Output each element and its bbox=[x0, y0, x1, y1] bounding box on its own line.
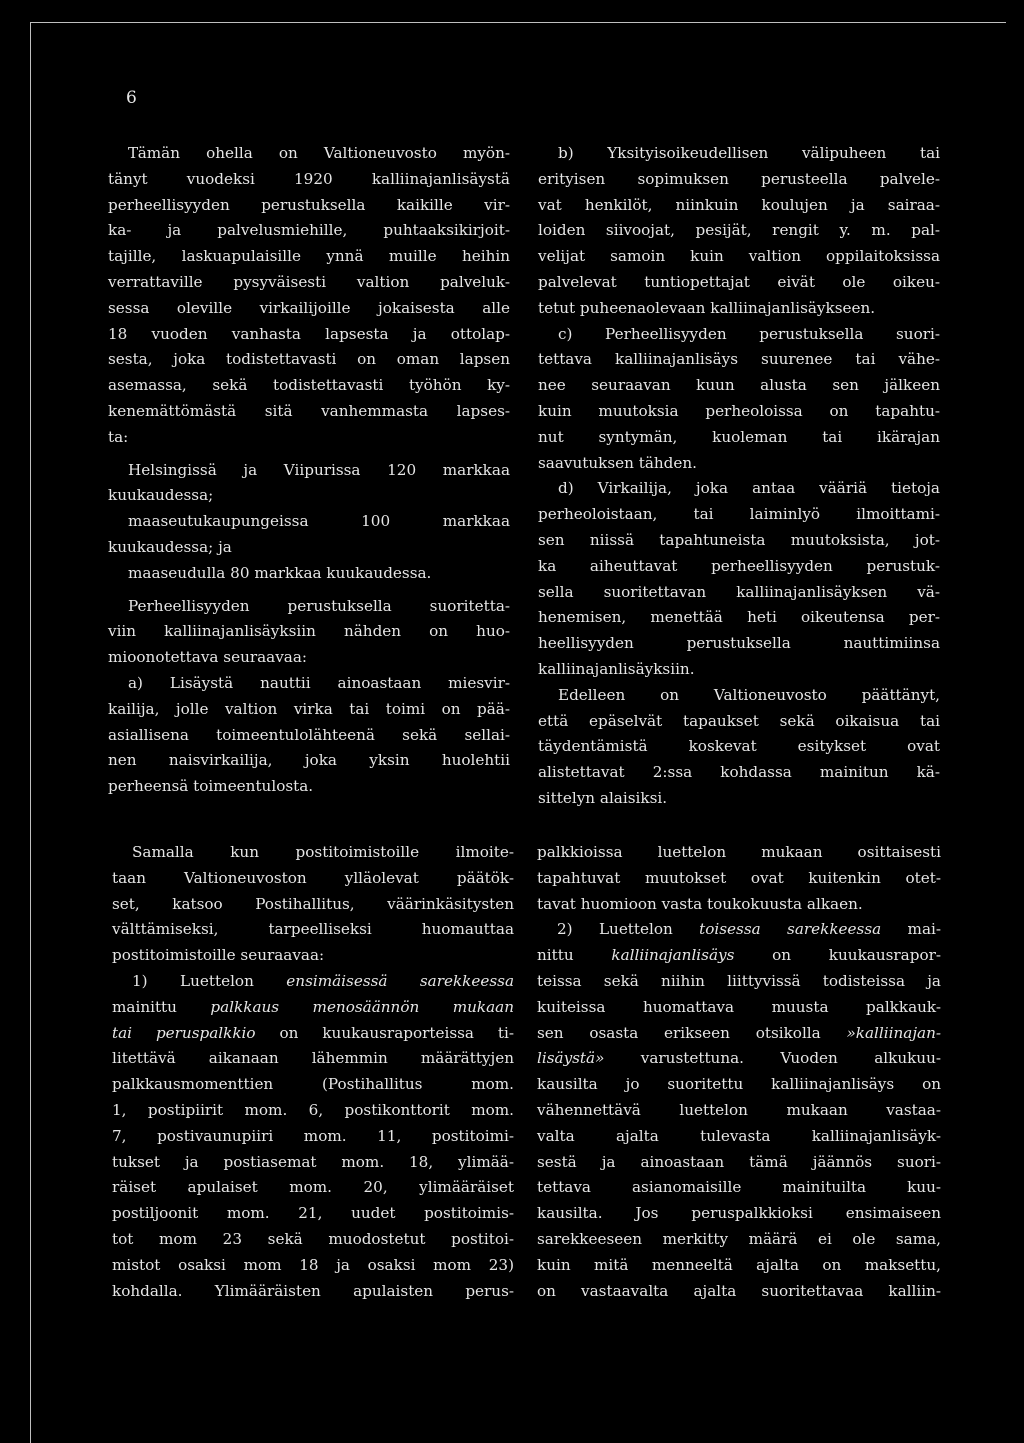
italic-phrase: palkkaus menosäännön mukaan bbox=[210, 997, 514, 1016]
text-line: set, katsoo Postihallitus, väärinkäsitysten bbox=[112, 894, 514, 913]
text-line: lisäystä» varustettuna. Vuoden alkukuu- bbox=[537, 1049, 941, 1068]
text-line: asiallisena toimeentulolähteenä sekä sellai- bbox=[108, 725, 510, 744]
text-line: tettava kalliinajanlisäys suurenee tai vähe- bbox=[538, 350, 940, 369]
text-line: sarekkeeseen merkitty määrä ei ole sama, bbox=[537, 1229, 941, 1248]
text-line: tavat huomioon vasta toukokuusta alkaen. bbox=[537, 894, 863, 913]
text-line: kenemättömästä sitä vanhemmasta lapses- bbox=[108, 401, 510, 420]
text-line: sittelyn alaisiksi. bbox=[538, 788, 668, 807]
text-line: tot mom 23 sekä muodostetut postitoi- bbox=[112, 1229, 514, 1248]
italic-phrase: lisäystä» bbox=[537, 1049, 605, 1068]
text-line: alistettavat 2:ssa kohdassa mainitun kä- bbox=[538, 763, 940, 782]
text-line: valta ajalta tulevasta kalliinajanlisäyk- bbox=[537, 1126, 941, 1145]
text-line: c) Perheellisyyden perustuksella suori- bbox=[558, 324, 940, 343]
text-line: taan Valtioneuvoston ylläolevat päätök- bbox=[112, 868, 514, 887]
text-line: ka aiheuttavat perheellisyyden perustuk- bbox=[538, 556, 940, 575]
text-line: erityisen sopimuksen perusteella palvele- bbox=[538, 169, 940, 188]
text-line: a) Lisäystä nauttii ainoastaan miesvir- bbox=[128, 673, 510, 692]
text-line: nut syntymän, kuoleman tai ikärajan bbox=[538, 427, 940, 446]
text-line: mistot osaksi mom 18 ja osaksi mom 23) bbox=[112, 1255, 514, 1274]
text-line: sen niissä tapahtuneista muutoksista, jot- bbox=[538, 530, 940, 549]
text-line: postiljoonit mom. 21, uudet postitoimis- bbox=[112, 1204, 514, 1223]
text-line: ka- ja palvelusmiehille, puhtaaksikirjoit- bbox=[108, 221, 510, 240]
text-line: palkkioissa luettelon mukaan osittaisesti bbox=[537, 843, 941, 861]
text-line: asemassa, sekä todistettavasti työhön ky- bbox=[108, 376, 510, 395]
text-line: perheensä toimeentulosta. bbox=[108, 777, 314, 796]
text-line: 18 vuoden vanhasta lapsesta ja ottolap- bbox=[108, 324, 510, 343]
italic-phrase: kalliinajanlisäys bbox=[611, 946, 735, 965]
text-line: vähennettävä luettelon mukaan vastaa- bbox=[537, 1100, 941, 1119]
italic-phrase: toisessa sarekkeessa bbox=[699, 920, 882, 939]
text-line: sella suoritettavan kalliinajanlisäyksen vä- bbox=[538, 582, 940, 601]
text-line: perheellisyyden perustuksella kaikille vir- bbox=[108, 195, 510, 214]
text-line: palvelevat tuntiopettajat eivät ole oikeu- bbox=[538, 272, 940, 291]
text-line: nittu kalliinajanlisäys on kuukausrapor- bbox=[537, 946, 941, 965]
text-line: verrattaville pysyväisesti valtion palveluk- bbox=[108, 272, 510, 291]
text-line: maaseudulla 80 markkaa kuukaudessa. bbox=[128, 563, 432, 582]
text-line: d) Virkailija, joka antaa vääriä tietoja bbox=[558, 479, 940, 498]
text-line: 7, postivaunupiiri mom. 11, postitoimi- bbox=[112, 1126, 514, 1145]
text-line: sestä ja ainoastaan tämä jäännös suori- bbox=[537, 1152, 941, 1171]
column-bottom-left bbox=[112, 840, 514, 1304]
text-line: täydentämistä koskevat esitykset ovat bbox=[538, 737, 940, 756]
text-line: kausilta. Jos peruspalkkioksi ensimaiseen bbox=[537, 1204, 941, 1223]
text-line: sen osasta erikseen otsikolla »kalliinajan- bbox=[537, 1023, 941, 1042]
text-line: perheoloistaan, tai laiminlyö ilmoittami- bbox=[538, 505, 940, 524]
text-line: 1) Luettelon ensimäisessä sarekkeessa bbox=[132, 971, 515, 990]
column-top-left bbox=[108, 141, 510, 800]
text-line: loiden siivoojat, pesijät, rengit y. m. pal- bbox=[538, 221, 940, 240]
text-line: räiset apulaiset mom. 20, ylimääräiset bbox=[112, 1178, 514, 1197]
text-line: kailija, jolle valtion virka tai toimi on pää- bbox=[108, 699, 510, 718]
text-line: tai peruspalkkio on kuukausraporteissa ti- bbox=[112, 1023, 514, 1042]
text-line: että epäselvät tapaukset sekä oikaisua tai bbox=[538, 711, 940, 730]
text-line: nen naisvirkailija, joka yksin huolehtii bbox=[108, 751, 510, 770]
italic-phrase: tai peruspalkkio bbox=[112, 1023, 256, 1042]
text-line: on vastaavalta ajalta suoritettavaa kalliin- bbox=[537, 1281, 941, 1300]
text-line: tukset ja postiasemat mom. 18, ylimää- bbox=[112, 1152, 514, 1171]
text-line: tajille, laskuapulaisille ynnä muille heihin bbox=[108, 247, 510, 266]
text-line: postitoimistoille seuraavaa: bbox=[112, 946, 325, 965]
text-line: mainittu palkkaus menosäännön mukaan bbox=[112, 997, 514, 1016]
text-line: kohdalla. Ylimääräisten apulaisten perus- bbox=[112, 1281, 514, 1300]
text-line: litettävä aikanaan lähemmin määrättyjen bbox=[112, 1049, 514, 1068]
text-line: kausilta jo suoritettu kalliinajanlisäys on bbox=[537, 1075, 941, 1094]
text-line: vat henkilöt, niinkuin koulujen ja sairaa- bbox=[538, 195, 940, 214]
text-line: tapahtuvat muutokset ovat kuitenkin otet- bbox=[537, 868, 941, 887]
text-line: Helsingissä ja Viipurissa 120 markkaa bbox=[128, 460, 510, 479]
text-line: Tämän ohella on Valtioneuvosto myön- bbox=[128, 144, 510, 162]
text-line: velijat samoin kuin valtion oppilaitoksissa bbox=[538, 247, 940, 266]
text-line: palkkausmomenttien (Postihallitus mom. bbox=[112, 1075, 514, 1094]
text-line: viin kalliinajanlisäyksiin nähden on huo- bbox=[108, 622, 510, 641]
text-line: tänyt vuodeksi 1920 kalliinajanlisäystä bbox=[108, 169, 510, 188]
text-line: b) Yksityisoikeudellisen välipuheen tai bbox=[558, 144, 940, 162]
text-line: sessa oleville virkailijoille jokaisesta alle bbox=[108, 298, 510, 317]
page-number: 6 bbox=[126, 88, 137, 108]
text-line: kuukaudessa; ja bbox=[108, 537, 232, 556]
text-line: ta: bbox=[108, 427, 129, 446]
text-line: Samalla kun postitoimistoille ilmoite- bbox=[132, 843, 514, 861]
text-line: henemisen, menettää heti oikeutensa per- bbox=[538, 608, 940, 627]
text-line: Edelleen on Valtioneuvosto päättänyt, bbox=[558, 685, 940, 704]
column-top-right bbox=[538, 141, 940, 812]
italic-phrase: ensimäisessä sarekkeessa bbox=[286, 971, 515, 990]
text-line: kuukaudessa; bbox=[108, 486, 214, 505]
text-line: kalliinajanlisäyksiin. bbox=[538, 659, 695, 678]
text-line: mioonotettava seuraavaa: bbox=[108, 648, 308, 667]
italic-phrase: »kalliinajan- bbox=[846, 1023, 941, 1042]
text-line: Perheellisyyden perustuksella suoritetta- bbox=[128, 596, 510, 615]
text-line: välttämiseksi, tarpeelliseksi huomauttaa bbox=[112, 920, 514, 939]
column-bottom-right bbox=[537, 840, 941, 1304]
text-line: kuiteissa huomattava muusta palkkauk- bbox=[537, 997, 941, 1016]
text-line: nee seuraavan kuun alusta sen jälkeen bbox=[538, 376, 940, 395]
text-line: 1, postipiirit mom. 6, postikonttorit mom. bbox=[112, 1100, 514, 1119]
text-line: tetut puheenaolevaan kalliinajanlisäykseen. bbox=[538, 298, 876, 317]
text-line: tettava asianomaisille mainituilta kuu- bbox=[537, 1178, 941, 1197]
text-line: maaseutukaupungeissa 100 markkaa bbox=[128, 512, 510, 531]
text-line: kuin mitä menneeltä ajalta on maksettu, bbox=[537, 1255, 941, 1274]
text-line: teissa sekä niihin liittyvissä todisteissa ja bbox=[537, 971, 941, 990]
text-line: heellisyyden perustuksella nauttimiinsa bbox=[538, 634, 940, 653]
text-line: kuin muutoksia perheoloissa on tapahtu- bbox=[538, 401, 940, 420]
text-line: 2) Luettelon toisessa sarekkeessa mai- bbox=[557, 920, 941, 939]
text-line: sesta, joka todistettavasti on oman lapsen bbox=[108, 350, 510, 369]
text-line: saavutuksen tähden. bbox=[538, 453, 698, 472]
